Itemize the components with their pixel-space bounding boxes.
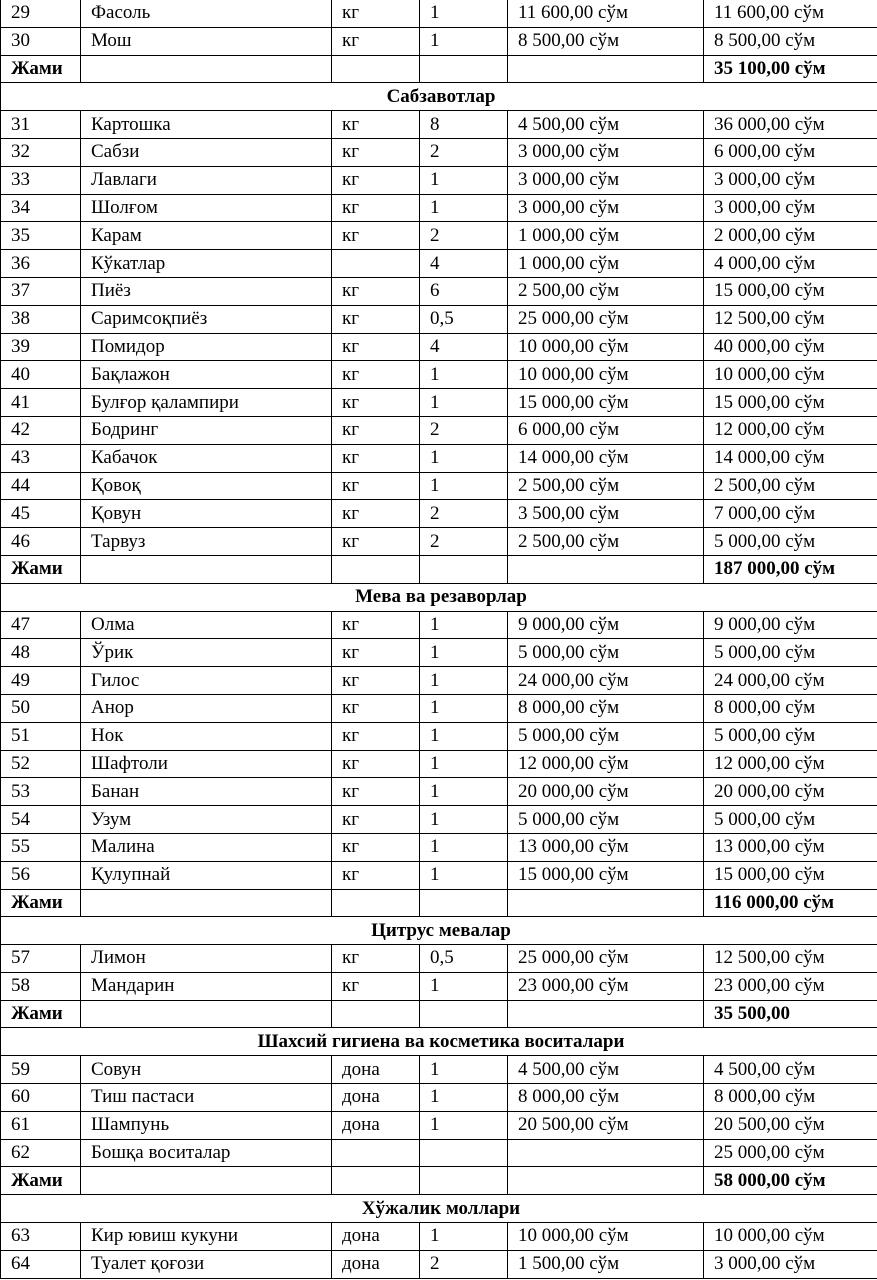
item-name-cell: Кир ювиш кукуни xyxy=(81,1223,332,1251)
subtotal-value: 116 000,00 сўм xyxy=(704,889,877,917)
row-number-cell: 43 xyxy=(1,444,81,472)
quantity-cell: 1 xyxy=(420,389,508,417)
empty-cell xyxy=(81,55,332,83)
item-name-cell: Булғор қалампири xyxy=(81,389,332,417)
row-number-cell: 42 xyxy=(1,416,81,444)
unit-price-cell: 1 000,00 сўм xyxy=(508,250,704,278)
row-number-cell: 47 xyxy=(1,611,81,639)
item-name-cell: Олма xyxy=(81,611,332,639)
table-row xyxy=(1,861,877,889)
item-name-cell: Совун xyxy=(81,1056,332,1084)
unit-price-cell: 3 000,00 сўм xyxy=(508,138,704,166)
subtotal-label: Жами xyxy=(1,55,81,83)
section-header-row xyxy=(1,917,877,945)
quantity-cell: 1 xyxy=(420,1111,508,1139)
row-number-cell: 35 xyxy=(1,222,81,250)
table-row xyxy=(1,806,877,834)
empty-cell xyxy=(420,1167,508,1195)
unit-cell: кг xyxy=(332,361,420,389)
line-total-cell: 6 000,00 сўм xyxy=(704,138,877,166)
quantity-cell: 8 xyxy=(420,111,508,139)
unit-price-cell: 8 500,00 сўм xyxy=(508,27,704,55)
quantity-cell: 1 xyxy=(420,972,508,1000)
quantity-cell: 1 xyxy=(420,611,508,639)
section-header-row xyxy=(1,83,877,111)
item-name-cell: Картошка xyxy=(81,111,332,139)
quantity-cell: 1 xyxy=(420,639,508,667)
row-number-cell: 29 xyxy=(1,0,81,27)
subtotal-value: 35 100,00 сўм xyxy=(704,55,877,83)
unit-price-cell: 1 500,00 сўм xyxy=(508,1250,704,1278)
quantity-cell xyxy=(420,1139,508,1167)
line-total-cell: 12 000,00 сўм xyxy=(704,750,877,778)
unit-cell: кг xyxy=(332,750,420,778)
empty-cell xyxy=(508,889,704,917)
unit-cell: дона xyxy=(332,1084,420,1112)
item-name-cell: Кўкатлар xyxy=(81,250,332,278)
quantity-cell: 2 xyxy=(420,416,508,444)
row-number-cell: 38 xyxy=(1,305,81,333)
table-row xyxy=(1,1056,877,1084)
unit-cell: кг xyxy=(332,806,420,834)
empty-cell xyxy=(508,55,704,83)
item-name-cell: Қулупнай xyxy=(81,861,332,889)
row-number-cell: 31 xyxy=(1,111,81,139)
item-name-cell: Карам xyxy=(81,222,332,250)
row-number-cell: 61 xyxy=(1,1111,81,1139)
line-total-cell: 23 000,00 сўм xyxy=(704,972,877,1000)
item-name-cell: Лавлаги xyxy=(81,166,332,194)
unit-cell: кг xyxy=(332,861,420,889)
subtotal-value: 58 000,00 сўм xyxy=(704,1167,877,1195)
item-name-cell: Мандарин xyxy=(81,972,332,1000)
table-row xyxy=(1,833,877,861)
line-total-cell: 7 000,00 сўм xyxy=(704,500,877,528)
subtotal-row xyxy=(1,555,877,583)
table-row xyxy=(1,194,877,222)
table-row xyxy=(1,667,877,695)
unit-price-cell: 3 000,00 сўм xyxy=(508,166,704,194)
unit-price-cell xyxy=(508,1139,704,1167)
line-total-cell: 14 000,00 сўм xyxy=(704,444,877,472)
row-number-cell: 48 xyxy=(1,639,81,667)
unit-price-cell: 2 500,00 сўм xyxy=(508,277,704,305)
item-name-cell: Узум xyxy=(81,806,332,834)
section-title: Шахсий гигиена ва косметика воситалари xyxy=(1,1028,877,1056)
row-number-cell: 34 xyxy=(1,194,81,222)
row-number-cell: 54 xyxy=(1,806,81,834)
row-number-cell: 32 xyxy=(1,138,81,166)
line-total-cell: 5 000,00 сўм xyxy=(704,806,877,834)
unit-cell: кг xyxy=(332,472,420,500)
empty-cell xyxy=(508,1167,704,1195)
quantity-cell: 2 xyxy=(420,528,508,556)
table-row xyxy=(1,166,877,194)
line-total-cell: 3 000,00 сўм xyxy=(704,166,877,194)
item-name-cell: Анор xyxy=(81,694,332,722)
unit-price-cell: 25 000,00 сўм xyxy=(508,945,704,973)
empty-cell xyxy=(508,555,704,583)
quantity-cell: 1 xyxy=(420,806,508,834)
unit-cell xyxy=(332,1139,420,1167)
row-number-cell: 40 xyxy=(1,361,81,389)
unit-price-cell: 25 000,00 сўм xyxy=(508,305,704,333)
quantity-cell: 1 xyxy=(420,27,508,55)
unit-cell: кг xyxy=(332,277,420,305)
unit-price-cell: 20 000,00 сўм xyxy=(508,778,704,806)
item-name-cell: Мош xyxy=(81,27,332,55)
table-row xyxy=(1,333,877,361)
table-row xyxy=(1,138,877,166)
unit-price-cell: 5 000,00 сўм xyxy=(508,722,704,750)
quantity-cell: 2 xyxy=(420,1250,508,1278)
line-total-cell: 3 000,00 сўм xyxy=(704,194,877,222)
line-total-cell: 5 000,00 сўм xyxy=(704,722,877,750)
row-number-cell: 62 xyxy=(1,1139,81,1167)
line-total-cell: 5 000,00 сўм xyxy=(704,528,877,556)
quantity-cell: 0,5 xyxy=(420,305,508,333)
line-total-cell: 2 000,00 сўм xyxy=(704,222,877,250)
empty-cell xyxy=(420,55,508,83)
row-number-cell: 44 xyxy=(1,472,81,500)
table-row xyxy=(1,305,877,333)
item-name-cell: Тиш пастаси xyxy=(81,1084,332,1112)
line-total-cell: 12 500,00 сўм xyxy=(704,945,877,973)
item-name-cell: Саримсоқпиёз xyxy=(81,305,332,333)
table-row xyxy=(1,250,877,278)
row-number-cell: 36 xyxy=(1,250,81,278)
unit-price-cell: 10 000,00 сўм xyxy=(508,361,704,389)
table-row xyxy=(1,444,877,472)
item-name-cell: Банан xyxy=(81,778,332,806)
table-row xyxy=(1,1111,877,1139)
empty-cell xyxy=(420,555,508,583)
table-row xyxy=(1,945,877,973)
row-number-cell: 53 xyxy=(1,778,81,806)
unit-price-cell: 3 500,00 сўм xyxy=(508,500,704,528)
table-row xyxy=(1,694,877,722)
section-title: Цитрус мевалар xyxy=(1,917,877,945)
quantity-cell: 1 xyxy=(420,1223,508,1251)
empty-cell xyxy=(332,889,420,917)
unit-price-cell: 1 000,00 сўм xyxy=(508,222,704,250)
subtotal-row xyxy=(1,1000,877,1028)
unit-price-cell: 23 000,00 сўм xyxy=(508,972,704,1000)
line-total-cell: 8 000,00 сўм xyxy=(704,694,877,722)
row-number-cell: 30 xyxy=(1,27,81,55)
unit-price-cell: 3 000,00 сўм xyxy=(508,194,704,222)
unit-cell: дона xyxy=(332,1111,420,1139)
table-row xyxy=(1,639,877,667)
unit-cell: кг xyxy=(332,667,420,695)
unit-price-cell: 2 500,00 сўм xyxy=(508,472,704,500)
unit-price-cell: 6 000,00 сўм xyxy=(508,416,704,444)
row-number-cell: 33 xyxy=(1,166,81,194)
subtotal-row xyxy=(1,1167,877,1195)
empty-cell xyxy=(508,1000,704,1028)
table-row xyxy=(1,1250,877,1278)
unit-price-cell: 13 000,00 сўм xyxy=(508,833,704,861)
unit-price-cell: 15 000,00 сўм xyxy=(508,861,704,889)
table-row xyxy=(1,972,877,1000)
empty-cell xyxy=(332,1000,420,1028)
table-row xyxy=(1,1084,877,1112)
row-number-cell: 60 xyxy=(1,1084,81,1112)
unit-cell: дона xyxy=(332,1056,420,1084)
empty-cell xyxy=(420,1000,508,1028)
quantity-cell: 1 xyxy=(420,472,508,500)
unit-cell: кг xyxy=(332,333,420,361)
row-number-cell: 63 xyxy=(1,1223,81,1251)
row-number-cell: 58 xyxy=(1,972,81,1000)
unit-price-cell: 15 000,00 сўм xyxy=(508,389,704,417)
line-total-cell: 24 000,00 сўм xyxy=(704,667,877,695)
quantity-cell: 1 xyxy=(420,1084,508,1112)
line-total-cell: 20 000,00 сўм xyxy=(704,778,877,806)
unit-cell: кг xyxy=(332,138,420,166)
table-row xyxy=(1,222,877,250)
unit-price-cell: 2 500,00 сўм xyxy=(508,528,704,556)
unit-price-cell: 10 000,00 сўм xyxy=(508,333,704,361)
unit-price-cell: 5 000,00 сўм xyxy=(508,639,704,667)
unit-cell: кг xyxy=(332,305,420,333)
line-total-cell: 25 000,00 сўм xyxy=(704,1139,877,1167)
unit-price-cell: 4 500,00 сўм xyxy=(508,111,704,139)
expense-table-body xyxy=(1,0,877,1278)
quantity-cell: 1 xyxy=(420,722,508,750)
row-number-cell: 39 xyxy=(1,333,81,361)
quantity-cell: 1 xyxy=(420,0,508,27)
unit-cell: кг xyxy=(332,0,420,27)
item-name-cell: Нок xyxy=(81,722,332,750)
unit-cell: кг xyxy=(332,722,420,750)
subtotal-label: Жами xyxy=(1,889,81,917)
row-number-cell: 55 xyxy=(1,833,81,861)
quantity-cell: 2 xyxy=(420,500,508,528)
empty-cell xyxy=(332,1167,420,1195)
line-total-cell: 12 000,00 сўм xyxy=(704,416,877,444)
section-header-row xyxy=(1,1195,877,1223)
unit-cell: кг xyxy=(332,639,420,667)
item-name-cell: Гилос xyxy=(81,667,332,695)
table-row xyxy=(1,416,877,444)
table-row xyxy=(1,277,877,305)
empty-cell xyxy=(81,1167,332,1195)
line-total-cell: 15 000,00 сўм xyxy=(704,861,877,889)
quantity-cell: 2 xyxy=(420,138,508,166)
table-row xyxy=(1,27,877,55)
line-total-cell: 4 500,00 сўм xyxy=(704,1056,877,1084)
quantity-cell: 1 xyxy=(420,778,508,806)
empty-cell xyxy=(81,1000,332,1028)
unit-price-cell: 12 000,00 сўм xyxy=(508,750,704,778)
line-total-cell: 5 000,00 сўм xyxy=(704,639,877,667)
line-total-cell: 13 000,00 сўм xyxy=(704,833,877,861)
section-header-row xyxy=(1,1028,877,1056)
item-name-cell: Бодринг xyxy=(81,416,332,444)
unit-cell: кг xyxy=(332,444,420,472)
quantity-cell: 4 xyxy=(420,250,508,278)
table-row xyxy=(1,0,877,27)
line-total-cell: 15 000,00 сўм xyxy=(704,389,877,417)
quantity-cell: 2 xyxy=(420,222,508,250)
unit-cell: кг xyxy=(332,166,420,194)
line-total-cell: 8 000,00 сўм xyxy=(704,1084,877,1112)
item-name-cell: Бошқа воситалар xyxy=(81,1139,332,1167)
subtotal-label: Жами xyxy=(1,555,81,583)
unit-price-cell: 24 000,00 сўм xyxy=(508,667,704,695)
unit-cell: дона xyxy=(332,1223,420,1251)
unit-price-cell: 9 000,00 сўм xyxy=(508,611,704,639)
row-number-cell: 52 xyxy=(1,750,81,778)
unit-price-cell: 8 000,00 сўм xyxy=(508,1084,704,1112)
quantity-cell: 1 xyxy=(420,1056,508,1084)
table-row xyxy=(1,750,877,778)
table-row xyxy=(1,389,877,417)
item-name-cell: Шафтоли xyxy=(81,750,332,778)
unit-price-cell: 20 500,00 сўм xyxy=(508,1111,704,1139)
table-row xyxy=(1,778,877,806)
table-row xyxy=(1,611,877,639)
table-row xyxy=(1,500,877,528)
row-number-cell: 45 xyxy=(1,500,81,528)
quantity-cell: 1 xyxy=(420,750,508,778)
row-number-cell: 51 xyxy=(1,722,81,750)
item-name-cell: Помидор xyxy=(81,333,332,361)
line-total-cell: 4 000,00 сўм xyxy=(704,250,877,278)
line-total-cell: 11 600,00 сўм xyxy=(704,0,877,27)
unit-cell: кг xyxy=(332,500,420,528)
table-row xyxy=(1,528,877,556)
row-number-cell: 57 xyxy=(1,945,81,973)
line-total-cell: 12 500,00 сўм xyxy=(704,305,877,333)
row-number-cell: 56 xyxy=(1,861,81,889)
line-total-cell: 9 000,00 сўм xyxy=(704,611,877,639)
item-name-cell: Кабачок xyxy=(81,444,332,472)
empty-cell xyxy=(420,889,508,917)
subtotal-value: 35 500,00 xyxy=(704,1000,877,1028)
quantity-cell: 0,5 xyxy=(420,945,508,973)
unit-cell: кг xyxy=(332,389,420,417)
unit-cell: кг xyxy=(332,222,420,250)
unit-cell: кг xyxy=(332,194,420,222)
table-row xyxy=(1,111,877,139)
item-name-cell: Қовоқ xyxy=(81,472,332,500)
unit-price-cell: 4 500,00 сўм xyxy=(508,1056,704,1084)
unit-cell: кг xyxy=(332,833,420,861)
empty-cell xyxy=(332,555,420,583)
section-title: Хўжалик моллари xyxy=(1,1195,877,1223)
quantity-cell: 1 xyxy=(420,444,508,472)
item-name-cell: Шолғом xyxy=(81,194,332,222)
subtotal-row xyxy=(1,889,877,917)
quantity-cell: 6 xyxy=(420,277,508,305)
unit-cell: кг xyxy=(332,778,420,806)
table-row xyxy=(1,472,877,500)
row-number-cell: 41 xyxy=(1,389,81,417)
empty-cell xyxy=(81,889,332,917)
subtotal-label: Жами xyxy=(1,1167,81,1195)
item-name-cell: Фасоль xyxy=(81,0,332,27)
line-total-cell: 2 500,00 сўм xyxy=(704,472,877,500)
line-total-cell: 10 000,00 сўм xyxy=(704,1223,877,1251)
item-name-cell: Лимон xyxy=(81,945,332,973)
item-name-cell: Шампунь xyxy=(81,1111,332,1139)
unit-cell: кг xyxy=(332,611,420,639)
empty-cell xyxy=(332,55,420,83)
row-number-cell: 59 xyxy=(1,1056,81,1084)
item-name-cell: Малина xyxy=(81,833,332,861)
item-name-cell: Тарвуз xyxy=(81,528,332,556)
quantity-cell: 1 xyxy=(420,166,508,194)
table-row xyxy=(1,1223,877,1251)
unit-price-cell: 14 000,00 сўм xyxy=(508,444,704,472)
unit-cell: кг xyxy=(332,694,420,722)
line-total-cell: 3 000,00 сўм xyxy=(704,1250,877,1278)
unit-cell: кг xyxy=(332,945,420,973)
row-number-cell: 64 xyxy=(1,1250,81,1278)
row-number-cell: 50 xyxy=(1,694,81,722)
line-total-cell: 8 500,00 сўм xyxy=(704,27,877,55)
item-name-cell: Ўрик xyxy=(81,639,332,667)
line-total-cell: 10 000,00 сўм xyxy=(704,361,877,389)
subtotal-label: Жами xyxy=(1,1000,81,1028)
empty-cell xyxy=(81,555,332,583)
section-title: Мева ва резаворлар xyxy=(1,583,877,611)
item-name-cell: Пиёз xyxy=(81,277,332,305)
line-total-cell: 15 000,00 сўм xyxy=(704,277,877,305)
row-number-cell: 37 xyxy=(1,277,81,305)
unit-cell xyxy=(332,250,420,278)
unit-price-cell: 8 000,00 сўм xyxy=(508,694,704,722)
unit-cell: кг xyxy=(332,111,420,139)
unit-cell: кг xyxy=(332,416,420,444)
line-total-cell: 40 000,00 сўм xyxy=(704,333,877,361)
item-name-cell: Қовун xyxy=(81,500,332,528)
item-name-cell: Бақлажон xyxy=(81,361,332,389)
section-title: Сабзавотлар xyxy=(1,83,877,111)
quantity-cell: 1 xyxy=(420,694,508,722)
subtotal-row xyxy=(1,55,877,83)
quantity-cell: 1 xyxy=(420,194,508,222)
row-number-cell: 49 xyxy=(1,667,81,695)
unit-cell: кг xyxy=(332,972,420,1000)
unit-price-cell: 10 000,00 сўм xyxy=(508,1223,704,1251)
quantity-cell: 4 xyxy=(420,333,508,361)
item-name-cell: Туалет қоғози xyxy=(81,1250,332,1278)
unit-price-cell: 11 600,00 сўм xyxy=(508,0,704,27)
unit-cell: кг xyxy=(332,27,420,55)
table-row xyxy=(1,361,877,389)
unit-cell: кг xyxy=(332,528,420,556)
table-row xyxy=(1,722,877,750)
quantity-cell: 1 xyxy=(420,667,508,695)
section-header-row xyxy=(1,583,877,611)
quantity-cell: 1 xyxy=(420,861,508,889)
quantity-cell: 1 xyxy=(420,833,508,861)
table-row xyxy=(1,1139,877,1167)
unit-cell: дона xyxy=(332,1250,420,1278)
item-name-cell: Сабзи xyxy=(81,138,332,166)
unit-price-cell: 5 000,00 сўм xyxy=(508,806,704,834)
row-number-cell: 46 xyxy=(1,528,81,556)
quantity-cell: 1 xyxy=(420,361,508,389)
line-total-cell: 20 500,00 сўм xyxy=(704,1111,877,1139)
subtotal-value: 187 000,00 сўм xyxy=(704,555,877,583)
line-total-cell: 36 000,00 сўм xyxy=(704,111,877,139)
